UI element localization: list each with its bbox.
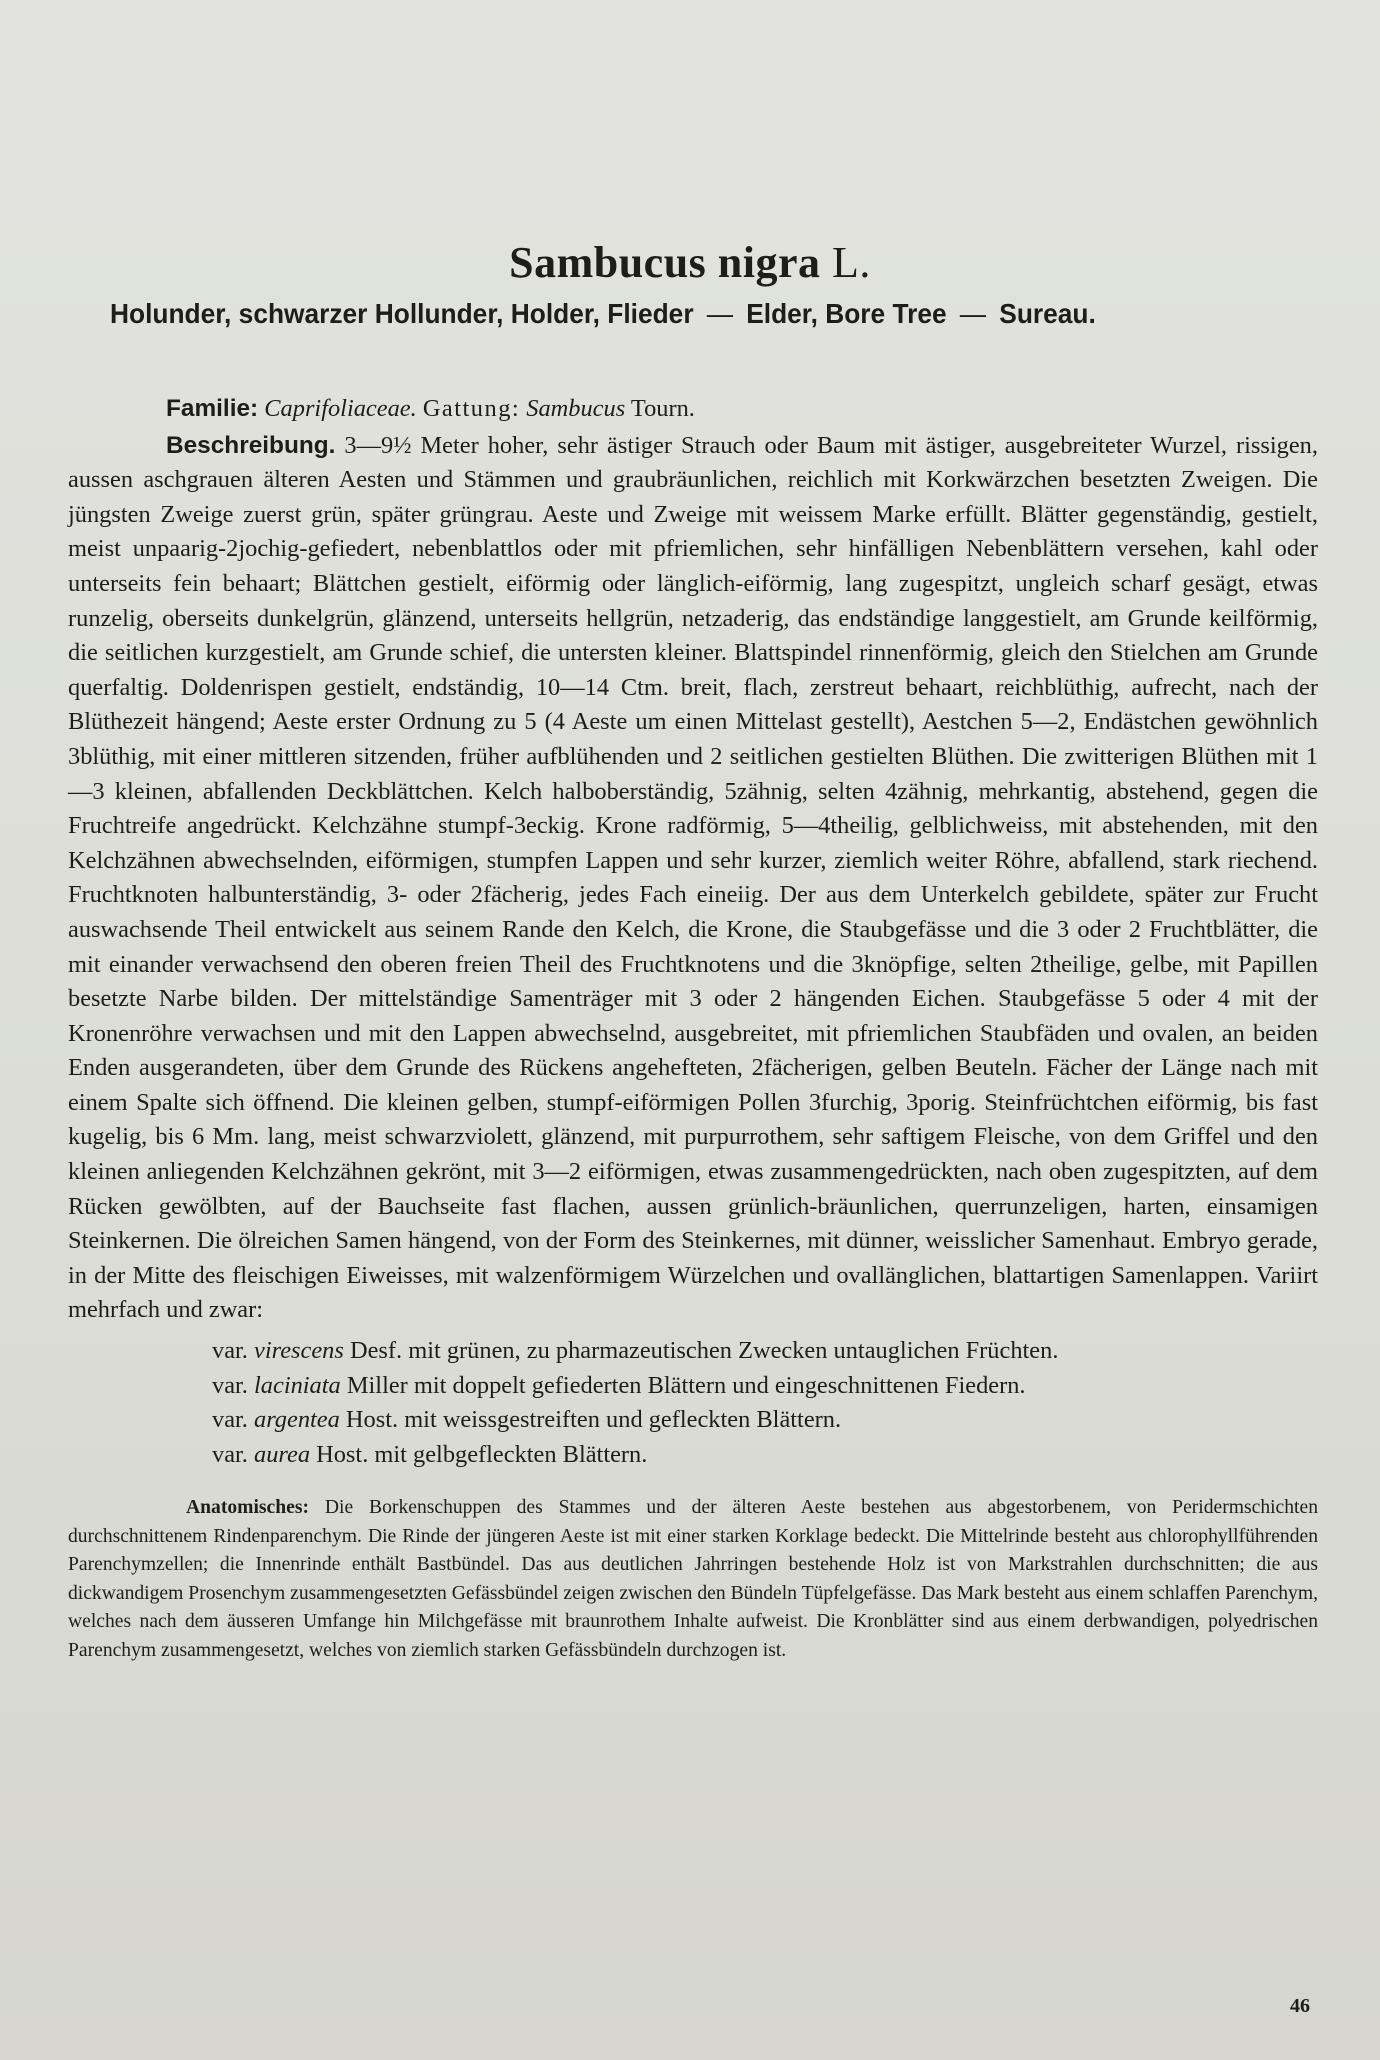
family-name: Caprifoliaceae. <box>264 395 417 422</box>
french-names: Sureau. <box>999 298 1096 329</box>
description-text: 3—9½ Meter hoher, sehr ästiger Strauch oder Baum mit ästiger, ausgebreiteter Wurzel, rissigen, aussen aschgrauen älteren Aesten und Stämmen und graubräunlichen, reichlich mit Korkwärzchen besetzten Zweigen. Die jüngsten Zweige zuerst grün, später grüngrau. Aeste und Zweige mit weissem Marke erfüllt. Blätter gegenständig, gestielt, meist unpaarig-2jochig-gefiedert, nebenblattlos oder mit pfriemlichen, sehr hinfälligen Nebenblättern versehen, kahl oder unterseits fein behaart; Blättchen gestielt, eiförmig oder länglich-eiförmig, lang zugespitzt, ungleich scharf gesägt, etwas runzelig, oberseits dunkelgrün, glänzend, unterseits hellgrün, netzaderig, das endständige langgestielt, am Grunde keilförmig, die seitlichen kurzgestielt, am Grunde schief, die untersten kleiner. Blattspindel rinnenförmig, gleich den Stielchen am Grunde querfaltig. Doldenrispen gestielt, endständig, 10—14 Ctm. breit, flach, zerstreut behaart, reichblüthig, aufrecht, nach der Blüthezeit hängend; Aeste erster Ordnung zu 5 (4 Aeste um einen Mittelast gestellt), Aestchen 5—2, Endästchen gewöhnlich 3blüthig, mit einer mittleren sitzenden, früher aufblühenden und 2 seitlichen gestielten Blüthen. Die zwitterigen Blüthen mit 1—3 kleinen, abfallenden Deckblättchen. Kelch halboberständig, 5zähnig, selten 4zähnig, mehrkantig, abstehend, gegen die Fruchtreife angedrückt. Kelchzähne stumpf-3eckig. Krone radförmig, 5—4theilig, gelblichweiss, mit abstehenden, mit den Kelchzähnen abwechselnden, eiförmigen, stumpfen Lappen und sehr kurzer, ziemlich weiter Röhre, abfallend, stark riechend. Fruchtknoten halbunterständig, 3- oder 2fächerig, jedes Fach eineiig. Der aus dem Unterkelch gebildete, später zur Frucht auswachsende Theil entwickelt aus seinem Rande den Kelch, die Krone, die Staubgefässe und die 3 oder 2 Fruchtblätter, die mit einander verwachsend den oberen freien Theil des Fruchtknotens und die 3knöpfige, selten 2theilige, gelbe, mit Papillen besetzte Narbe bilden. Der mittelständige Samenträger mit 3 oder 2 hängenden Eichen. Staubgefässe 5 oder 4 mit der Kronenröhre verwachsen und mit den Lappen abwechselnd, ausgebreitet, mit pfriemlichen Staubfäden und ovalen, an beiden Enden ausgerandeten, über dem Grunde des Rückens angehefteten, 2fächerigen, gelben Beuteln. Fächer der Länge nach mit einem Spalte sich öffnend. Die kleinen gelben, stumpf-eiförmigen Pollen 3furchig, 3porig. Steinfrüchtchen eiförmig, bis fast kugelig, bis 6 Mm. lang, meist schwarzviolett, glänzend, mit purpurrothem, sehr saftigem Fleische, von dem Griffel und den kleinen anliegenden Kelchzähnen gekrönt, mit 3—2 eiförmigen, etwas zusammengedrückten, nach oben zugespitzten, auf dem Rücken gewölbten, auf der Bauchseite fast flachen, aussen grünlich-bräunlichen, querrunzeligen, harten, einsamigen Steinkernen. Die ölreichen Samen hängend, von der Form des Steinkernes, mit dünner, weisslicher Samenhaut. Embryo gerade, in der Mitte des fleischigen Eiweisses, mit walzenförmigem Würzelchen und ovallänglichen, blattartigen Samenlappen. Variirt mehrfach und zwar: <box>68 431 1318 1324</box>
species-author: L. <box>832 238 871 288</box>
taxonomy-line <box>68 392 1318 427</box>
separator-dash: — <box>959 298 987 329</box>
genus-label: Gattung: <box>422 395 521 422</box>
family-label: Familie: <box>166 395 259 422</box>
german-names: Holunder, schwarzer Hollunder, Holder, Flieder <box>110 298 694 329</box>
description-paragraph <box>68 429 1318 1328</box>
description-label: Beschreibung. <box>166 431 336 459</box>
genus-name: Sambucus <box>526 395 626 422</box>
page-title <box>0 237 1380 288</box>
anatomy-label: Anatomisches: <box>186 1497 309 1519</box>
variety-item: var. argentea Host. mit weissgestreiften und gefleckten Blättern. <box>212 1406 842 1434</box>
variety-item: var. aurea Host. mit gelbgefleckten Blättern. <box>212 1440 648 1468</box>
variety-name: virescens <box>254 1337 344 1365</box>
anatomy-text: Die Borkenschuppen des Stammes und der älteren Aeste bestehen aus abgestorbenem, von Peridermschichten durchschnittenem Rindenparenchym. Die Rinde der jüngeren Aeste ist mit einer starken Korklage bedeckt. Die Mittelrinde besteht aus chlorophyllführenden Parenchymzellen; die Innenrinde enthält Bastbündel. Das aus deutlichen Jahrringen bestehende Holz ist von Markstrahlen durchschnitten; die aus dickwandigem Prosenchym zusammengesetzten Gefässbündel zeigen zwischen den Bündeln Tüpfelgefässe. Das Mark besteht aus einem schlaffen Parenchym, welches nach dem äusseren Umfange hin Milchgefässe mit braunrothem Inhalte aufweist. Die Kronblätter sind aus einem derbwandigen, polyedrischen Parenchym zusammengesetzt, welches von ziemlich starken Gefässbündeln durchzogen ist. <box>68 1497 1318 1661</box>
variety-name: aurea <box>254 1440 311 1468</box>
main-content <box>68 392 1318 1665</box>
separator-dash: — <box>706 298 734 329</box>
page-number: 46 <box>1290 1995 1310 2017</box>
species-name: Sambucus nigra <box>509 238 821 288</box>
english-names: Elder, Bore Tree <box>746 298 947 329</box>
variety-item: var. virescens Desf. mit grünen, zu pharmazeutischen Zwecken untauglichen Früchten. <box>212 1337 1059 1365</box>
variety-item: var. laciniata Miller mit doppelt gefiederten Blättern und eingeschnittenen Fiedern. <box>212 1371 1026 1399</box>
varieties-list <box>68 1334 1318 1472</box>
variety-name: argentea <box>254 1406 340 1434</box>
variety-name: laciniata <box>254 1371 341 1399</box>
genus-author: Tourn. <box>630 395 695 422</box>
anatomy-paragraph <box>68 1494 1318 1665</box>
common-names <box>110 298 1200 330</box>
